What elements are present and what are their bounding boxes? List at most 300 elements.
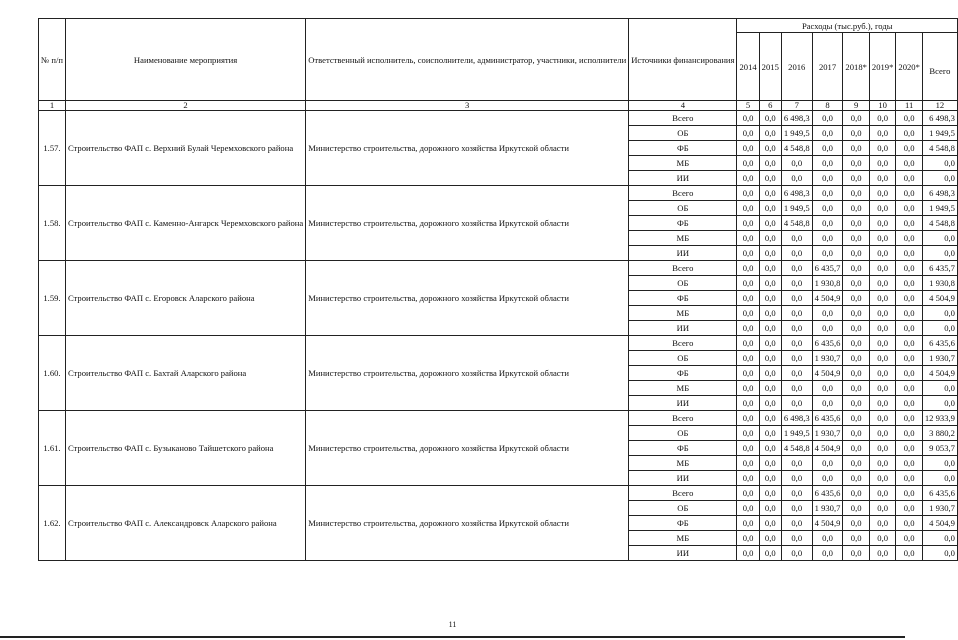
total-value: 12 933,9 xyxy=(922,411,957,426)
funding-source: ИИ xyxy=(629,321,737,336)
year-value: 0,0 xyxy=(896,246,922,261)
year-value: 0,0 xyxy=(896,171,922,186)
year-value: 6 498,3 xyxy=(781,411,812,426)
table-body xyxy=(39,111,958,561)
year-value: 0,0 xyxy=(759,531,781,546)
year-value: 0,0 xyxy=(896,516,922,531)
year-value: 0,0 xyxy=(869,216,895,231)
year-value: 0,0 xyxy=(759,381,781,396)
year-value: 0,0 xyxy=(781,381,812,396)
total-value: 6 435,6 xyxy=(922,486,957,501)
year-value: 0,0 xyxy=(869,396,895,411)
year-value: 0,0 xyxy=(812,546,843,561)
year-value: 0,0 xyxy=(843,531,869,546)
event-number: 1.61. xyxy=(39,411,66,486)
year-value: 0,0 xyxy=(843,546,869,561)
year-value: 0,0 xyxy=(869,276,895,291)
event-name: Строительство ФАП с. Егоровск Аларского района xyxy=(65,261,305,336)
header-total: Всего xyxy=(922,33,957,101)
year-value: 0,0 xyxy=(812,381,843,396)
funding-source: МБ xyxy=(629,306,737,321)
year-value: 0,0 xyxy=(781,291,812,306)
column-number: 1 xyxy=(39,101,66,111)
header-year: 2018* xyxy=(843,33,869,101)
year-value: 0,0 xyxy=(759,231,781,246)
year-value: 0,0 xyxy=(759,516,781,531)
year-value: 0,0 xyxy=(843,351,869,366)
year-value: 0,0 xyxy=(781,546,812,561)
year-value: 0,0 xyxy=(737,306,759,321)
year-value: 0,0 xyxy=(896,531,922,546)
year-value: 0,0 xyxy=(781,486,812,501)
year-value: 0,0 xyxy=(737,201,759,216)
year-value: 0,0 xyxy=(896,336,922,351)
year-value: 0,0 xyxy=(812,456,843,471)
year-value: 0,0 xyxy=(843,171,869,186)
event-name: Строительство ФАП с. Каменно-Ангарск Черемховского района xyxy=(65,186,305,261)
total-value: 1 930,7 xyxy=(922,351,957,366)
event-number: 1.57. xyxy=(39,111,66,186)
funding-source: ФБ xyxy=(629,441,737,456)
total-value: 0,0 xyxy=(922,231,957,246)
total-value: 6 498,3 xyxy=(922,186,957,201)
year-value: 0,0 xyxy=(759,456,781,471)
year-value: 0,0 xyxy=(781,306,812,321)
total-value: 0,0 xyxy=(922,171,957,186)
year-value: 0,0 xyxy=(781,366,812,381)
funding-source: ИИ xyxy=(629,546,737,561)
responsible-executor: Министерство строительства, дорожного хозяйства Иркутской области xyxy=(306,261,629,336)
year-value: 0,0 xyxy=(737,456,759,471)
year-value: 0,0 xyxy=(869,336,895,351)
year-value: 0,0 xyxy=(812,111,843,126)
total-value: 1 930,7 xyxy=(922,501,957,516)
funding-source: ИИ xyxy=(629,246,737,261)
year-value: 0,0 xyxy=(759,441,781,456)
column-number-row xyxy=(39,101,958,111)
year-value: 0,0 xyxy=(896,141,922,156)
year-value: 0,0 xyxy=(812,216,843,231)
funding-source: ОБ xyxy=(629,201,737,216)
year-value: 0,0 xyxy=(843,441,869,456)
year-value: 0,0 xyxy=(737,381,759,396)
year-value: 0,0 xyxy=(812,186,843,201)
event-name: Строительство ФАП с. Александровск Аларского района xyxy=(65,486,305,561)
year-value: 0,0 xyxy=(869,201,895,216)
year-value: 0,0 xyxy=(869,411,895,426)
funding-source: МБ xyxy=(629,456,737,471)
year-value: 0,0 xyxy=(843,336,869,351)
year-value: 0,0 xyxy=(737,531,759,546)
year-value: 0,0 xyxy=(843,231,869,246)
year-value: 0,0 xyxy=(869,291,895,306)
year-value: 0,0 xyxy=(896,366,922,381)
year-value: 0,0 xyxy=(781,531,812,546)
year-value: 0,0 xyxy=(843,111,869,126)
year-value: 4 504,9 xyxy=(812,516,843,531)
year-value: 0,0 xyxy=(843,156,869,171)
year-value: 0,0 xyxy=(737,246,759,261)
year-value: 6 498,3 xyxy=(781,111,812,126)
year-value: 0,0 xyxy=(843,486,869,501)
year-value: 6 435,6 xyxy=(812,486,843,501)
year-value: 0,0 xyxy=(896,186,922,201)
funding-source: ФБ xyxy=(629,141,737,156)
year-value: 0,0 xyxy=(869,231,895,246)
year-value: 0,0 xyxy=(759,486,781,501)
year-value: 0,0 xyxy=(737,471,759,486)
year-value: 0,0 xyxy=(812,531,843,546)
funding-source: Всего xyxy=(629,411,737,426)
year-value: 0,0 xyxy=(759,501,781,516)
funding-source: ИИ xyxy=(629,396,737,411)
year-value: 1 949,5 xyxy=(781,201,812,216)
year-value: 0,0 xyxy=(737,426,759,441)
year-value: 0,0 xyxy=(737,411,759,426)
table-row xyxy=(39,111,958,126)
year-value: 0,0 xyxy=(869,111,895,126)
year-value: 0,0 xyxy=(759,126,781,141)
event-number: 1.58. xyxy=(39,186,66,261)
year-value: 0,0 xyxy=(781,471,812,486)
year-value: 0,0 xyxy=(737,276,759,291)
year-value: 6 435,6 xyxy=(812,411,843,426)
year-value: 1 930,8 xyxy=(812,276,843,291)
year-value: 0,0 xyxy=(812,141,843,156)
column-number: 12 xyxy=(922,101,957,111)
year-value: 0,0 xyxy=(896,216,922,231)
year-value: 0,0 xyxy=(812,306,843,321)
header-year: 2015 xyxy=(759,33,781,101)
year-value: 0,0 xyxy=(869,156,895,171)
year-value: 0,0 xyxy=(843,276,869,291)
total-value: 9 053,7 xyxy=(922,441,957,456)
year-value: 0,0 xyxy=(896,156,922,171)
year-value: 0,0 xyxy=(869,426,895,441)
funding-source: Всего xyxy=(629,186,737,201)
year-value: 0,0 xyxy=(737,501,759,516)
column-number: 5 xyxy=(737,101,759,111)
total-value: 4 504,9 xyxy=(922,516,957,531)
total-value: 3 880,2 xyxy=(922,426,957,441)
responsible-executor: Министерство строительства, дорожного хозяйства Иркутской области xyxy=(306,486,629,561)
year-value: 0,0 xyxy=(781,276,812,291)
year-value: 0,0 xyxy=(759,336,781,351)
header-year: 2017 xyxy=(812,33,843,101)
column-number: 4 xyxy=(629,101,737,111)
year-value: 0,0 xyxy=(843,471,869,486)
year-value: 0,0 xyxy=(781,351,812,366)
total-value: 4 548,8 xyxy=(922,216,957,231)
year-value: 0,0 xyxy=(896,231,922,246)
year-value: 0,0 xyxy=(843,516,869,531)
total-value: 1 949,5 xyxy=(922,201,957,216)
column-number: 7 xyxy=(781,101,812,111)
column-number: 8 xyxy=(812,101,843,111)
year-value: 0,0 xyxy=(759,276,781,291)
year-value: 0,0 xyxy=(869,321,895,336)
year-value: 1 930,7 xyxy=(812,501,843,516)
responsible-executor: Министерство строительства, дорожного хозяйства Иркутской области xyxy=(306,111,629,186)
year-value: 0,0 xyxy=(843,366,869,381)
year-value: 0,0 xyxy=(759,156,781,171)
funding-source: ОБ xyxy=(629,501,737,516)
funding-source: МБ xyxy=(629,156,737,171)
responsible-executor: Министерство строительства, дорожного хозяйства Иркутской области xyxy=(306,336,629,411)
year-value: 0,0 xyxy=(737,186,759,201)
year-value: 0,0 xyxy=(869,366,895,381)
year-value: 0,0 xyxy=(869,456,895,471)
total-value: 0,0 xyxy=(922,381,957,396)
year-value: 0,0 xyxy=(759,546,781,561)
column-number: 3 xyxy=(306,101,629,111)
year-value: 0,0 xyxy=(759,426,781,441)
event-name: Строительство ФАП с. Бузыканово Тайшетского района xyxy=(65,411,305,486)
year-value: 0,0 xyxy=(896,471,922,486)
year-value: 4 504,9 xyxy=(812,291,843,306)
responsible-executor: Министерство строительства, дорожного хозяйства Иркутской области xyxy=(306,186,629,261)
year-value: 0,0 xyxy=(812,231,843,246)
funding-source: Всего xyxy=(629,261,737,276)
header-event-name: Наименование мероприятия xyxy=(65,19,305,101)
year-value: 0,0 xyxy=(781,516,812,531)
year-value: 0,0 xyxy=(781,246,812,261)
funding-source: МБ xyxy=(629,531,737,546)
year-value: 0,0 xyxy=(737,396,759,411)
total-value: 0,0 xyxy=(922,321,957,336)
header-year: 2020* xyxy=(896,33,922,101)
year-value: 0,0 xyxy=(781,231,812,246)
year-value: 0,0 xyxy=(759,411,781,426)
funding-source: Всего xyxy=(629,111,737,126)
year-value: 0,0 xyxy=(759,216,781,231)
total-value: 4 548,8 xyxy=(922,141,957,156)
year-value: 0,0 xyxy=(737,156,759,171)
total-value: 4 504,9 xyxy=(922,366,957,381)
year-value: 0,0 xyxy=(896,276,922,291)
column-number: 2 xyxy=(65,101,305,111)
year-value: 0,0 xyxy=(896,441,922,456)
total-value: 0,0 xyxy=(922,306,957,321)
year-value: 0,0 xyxy=(896,351,922,366)
year-value: 0,0 xyxy=(812,471,843,486)
year-value: 0,0 xyxy=(781,261,812,276)
year-value: 0,0 xyxy=(869,186,895,201)
year-value: 0,0 xyxy=(843,321,869,336)
year-value: 0,0 xyxy=(737,321,759,336)
funding-source: ИИ xyxy=(629,171,737,186)
year-value: 0,0 xyxy=(737,351,759,366)
year-value: 0,0 xyxy=(869,351,895,366)
event-number: 1.59. xyxy=(39,261,66,336)
total-value: 0,0 xyxy=(922,531,957,546)
table-row xyxy=(39,261,958,276)
year-value: 0,0 xyxy=(843,396,869,411)
year-value: 6 435,6 xyxy=(812,336,843,351)
year-value: 0,0 xyxy=(843,261,869,276)
total-value: 0,0 xyxy=(922,546,957,561)
event-name: Строительство ФАП с. Бахтай Аларского района xyxy=(65,336,305,411)
year-value: 0,0 xyxy=(869,126,895,141)
header-year: 2019* xyxy=(869,33,895,101)
year-value: 0,0 xyxy=(896,486,922,501)
total-value: 1 930,8 xyxy=(922,276,957,291)
year-value: 0,0 xyxy=(896,411,922,426)
year-value: 0,0 xyxy=(781,456,812,471)
column-number: 6 xyxy=(759,101,781,111)
year-value: 0,0 xyxy=(737,231,759,246)
year-value: 0,0 xyxy=(737,216,759,231)
year-value: 0,0 xyxy=(896,426,922,441)
year-value: 0,0 xyxy=(759,261,781,276)
year-value: 0,0 xyxy=(781,156,812,171)
total-value: 1 949,5 xyxy=(922,126,957,141)
year-value: 0,0 xyxy=(843,456,869,471)
year-value: 0,0 xyxy=(759,366,781,381)
year-value: 0,0 xyxy=(737,171,759,186)
year-value: 0,0 xyxy=(869,261,895,276)
year-value: 1 930,7 xyxy=(812,351,843,366)
year-value: 0,0 xyxy=(759,186,781,201)
total-value: 6 498,3 xyxy=(922,111,957,126)
funding-source: ОБ xyxy=(629,126,737,141)
page-bottom-rule xyxy=(0,636,905,638)
year-value: 0,0 xyxy=(869,381,895,396)
year-value: 0,0 xyxy=(737,336,759,351)
table-row xyxy=(39,411,958,426)
year-value: 0,0 xyxy=(896,501,922,516)
year-value: 0,0 xyxy=(737,126,759,141)
year-value: 0,0 xyxy=(869,516,895,531)
year-value: 4 504,9 xyxy=(812,441,843,456)
year-value: 0,0 xyxy=(843,411,869,426)
year-value: 0,0 xyxy=(781,336,812,351)
year-value: 0,0 xyxy=(843,501,869,516)
year-value: 0,0 xyxy=(781,321,812,336)
year-value: 0,0 xyxy=(759,291,781,306)
year-value: 0,0 xyxy=(869,441,895,456)
year-value: 0,0 xyxy=(896,201,922,216)
funding-source: МБ xyxy=(629,381,737,396)
event-number: 1.60. xyxy=(39,336,66,411)
funding-source: ОБ xyxy=(629,276,737,291)
year-value: 0,0 xyxy=(737,441,759,456)
header-number: № п/п xyxy=(39,19,66,101)
year-value: 4 548,8 xyxy=(781,216,812,231)
year-value: 0,0 xyxy=(759,351,781,366)
year-value: 0,0 xyxy=(896,396,922,411)
year-value: 0,0 xyxy=(843,201,869,216)
funding-source: ИИ xyxy=(629,471,737,486)
year-value: 0,0 xyxy=(781,396,812,411)
year-value: 0,0 xyxy=(812,126,843,141)
year-value: 0,0 xyxy=(896,111,922,126)
year-value: 4 548,8 xyxy=(781,141,812,156)
header-expenses: Расходы (тыс.руб.), годы xyxy=(737,19,957,33)
year-value: 0,0 xyxy=(843,141,869,156)
year-value: 0,0 xyxy=(812,171,843,186)
year-value: 4 548,8 xyxy=(781,441,812,456)
year-value: 0,0 xyxy=(759,306,781,321)
year-value: 0,0 xyxy=(737,141,759,156)
total-value: 0,0 xyxy=(922,396,957,411)
year-value: 0,0 xyxy=(869,306,895,321)
year-value: 0,0 xyxy=(759,171,781,186)
year-value: 0,0 xyxy=(759,141,781,156)
header-year: 2016 xyxy=(781,33,812,101)
table-row xyxy=(39,186,958,201)
year-value: 0,0 xyxy=(869,531,895,546)
year-value: 0,0 xyxy=(812,156,843,171)
year-value: 0,0 xyxy=(812,321,843,336)
table-row xyxy=(39,336,958,351)
header-funding-source: Источники финансирования xyxy=(629,19,737,101)
year-value: 0,0 xyxy=(737,291,759,306)
year-value: 0,0 xyxy=(843,126,869,141)
year-value: 0,0 xyxy=(812,246,843,261)
year-value: 0,0 xyxy=(843,291,869,306)
year-value: 0,0 xyxy=(843,426,869,441)
year-value: 0,0 xyxy=(737,261,759,276)
year-value: 0,0 xyxy=(843,186,869,201)
funding-source: ФБ xyxy=(629,516,737,531)
year-value: 0,0 xyxy=(812,396,843,411)
funding-source: Всего xyxy=(629,336,737,351)
funding-source: ОБ xyxy=(629,351,737,366)
header-responsible: Ответственный исполнитель, соисполнители, администратор, участники, исполнители xyxy=(306,19,629,101)
year-value: 0,0 xyxy=(896,261,922,276)
year-value: 0,0 xyxy=(737,546,759,561)
year-value: 0,0 xyxy=(869,486,895,501)
year-value: 0,0 xyxy=(869,546,895,561)
year-value: 0,0 xyxy=(737,486,759,501)
year-value: 0,0 xyxy=(869,246,895,261)
year-value: 0,0 xyxy=(812,201,843,216)
year-value: 0,0 xyxy=(759,471,781,486)
year-value: 1 930,7 xyxy=(812,426,843,441)
year-value: 0,0 xyxy=(759,396,781,411)
funding-source: МБ xyxy=(629,231,737,246)
year-value: 0,0 xyxy=(737,111,759,126)
total-value: 6 435,7 xyxy=(922,261,957,276)
year-value: 0,0 xyxy=(896,546,922,561)
column-number: 11 xyxy=(896,101,922,111)
responsible-executor: Министерство строительства, дорожного хозяйства Иркутской области xyxy=(306,411,629,486)
total-value: 0,0 xyxy=(922,471,957,486)
total-value: 6 435,6 xyxy=(922,336,957,351)
funding-source: ОБ xyxy=(629,426,737,441)
year-value: 0,0 xyxy=(759,246,781,261)
year-value: 6 435,7 xyxy=(812,261,843,276)
year-value: 1 949,5 xyxy=(781,426,812,441)
funding-source: ФБ xyxy=(629,216,737,231)
year-value: 0,0 xyxy=(896,456,922,471)
year-value: 0,0 xyxy=(896,291,922,306)
year-value: 0,0 xyxy=(843,246,869,261)
expenses-table xyxy=(38,18,958,561)
year-value: 0,0 xyxy=(843,306,869,321)
table-row xyxy=(39,486,958,501)
year-value: 0,0 xyxy=(869,501,895,516)
event-name: Строительство ФАП с. Верхний Булай Черемховского района xyxy=(65,111,305,186)
year-value: 0,0 xyxy=(781,171,812,186)
year-value: 0,0 xyxy=(737,516,759,531)
year-value: 0,0 xyxy=(759,201,781,216)
header-year: 2014 xyxy=(737,33,759,101)
year-value: 0,0 xyxy=(896,126,922,141)
funding-source: ФБ xyxy=(629,366,737,381)
year-value: 0,0 xyxy=(781,501,812,516)
